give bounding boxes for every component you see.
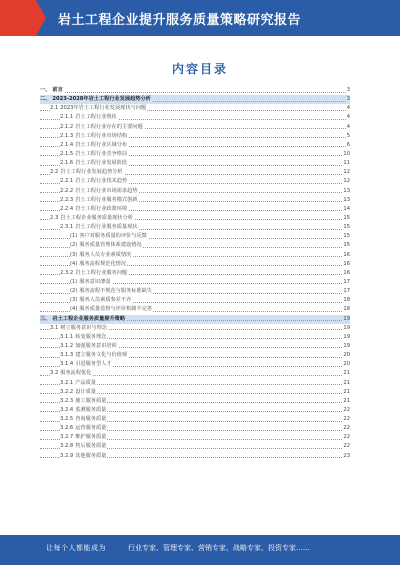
toc-entry[interactable] — [40, 388, 350, 397]
toc-entry-label — [70, 232, 148, 241]
toc-entry-page: 15 — [342, 241, 350, 250]
toc-entry-label — [60, 150, 128, 159]
toc-entry-text: 岩土工程行业现状 — [75, 114, 117, 121]
toc-entry-text: 岩土工程行业区域分布 — [75, 141, 128, 148]
toc-entry[interactable] — [40, 433, 350, 442]
toc-entry[interactable] — [40, 223, 350, 232]
toc-entry-label — [70, 260, 127, 269]
toc-entry[interactable] — [40, 104, 350, 113]
toc-entry-page: 12 — [342, 168, 350, 177]
toc-entry[interactable] — [40, 141, 350, 150]
toc-entry-label — [60, 159, 128, 168]
toc-entry[interactable] — [40, 269, 350, 278]
toc-entry-number: 3.2.4 — [60, 406, 74, 413]
toc-entry[interactable] — [40, 351, 350, 360]
toc-entry-page: 19 — [342, 342, 350, 351]
toc-entry-number: 3.2.8 — [60, 443, 74, 450]
toc-entry[interactable] — [40, 296, 350, 305]
toc-heading: 内容目录 — [171, 62, 228, 76]
toc-entry-text: 服务人员素质参差不齐 — [79, 297, 132, 304]
toc-entry-number: 2.1 — [50, 105, 59, 112]
toc-entry-label — [70, 241, 143, 250]
toc-entry-number: 2.1.6 — [60, 160, 74, 167]
toc-entry[interactable] — [40, 415, 350, 424]
toc-entry[interactable] — [40, 360, 350, 369]
toc-entry-page: 15 — [342, 232, 350, 241]
toc-entry-text: 服务流程规范化情况 — [79, 260, 127, 267]
toc-entry-text: 岩土工程行业服务模式创新 — [75, 196, 138, 203]
toc-entry-number: 3.1.1 — [60, 333, 74, 340]
toc-entry-label — [60, 379, 97, 388]
toc-entry-page: 3 — [346, 86, 350, 95]
toc-entry-number: 2.3.1 — [60, 224, 74, 231]
toc-entry[interactable] — [40, 150, 350, 159]
toc-entry-page: 21 — [342, 369, 350, 378]
toc-entry-number: 3.2.5 — [60, 416, 74, 423]
toc-entry-number: 2.3.2 — [60, 269, 74, 276]
toc-entry-text: 建立服务文化与价值观 — [75, 352, 128, 359]
toc-entry-number: 3.2.9 — [60, 452, 74, 459]
toc-entry-page: 13 — [342, 196, 350, 205]
toc-entry-text: 加强服务意识培训 — [75, 342, 117, 349]
toc-entry[interactable] — [40, 95, 350, 104]
toc-entry-number: 3.1.3 — [60, 352, 74, 359]
toc-entry[interactable] — [40, 159, 350, 168]
toc-entry[interactable] — [40, 324, 350, 333]
toc-entry-label — [60, 406, 107, 415]
toc-entry-number: (3) — [70, 297, 78, 304]
toc-entry-text: 岩土工程行业政策环境 — [75, 205, 128, 212]
footer-bar — [0, 535, 400, 565]
toc-entry[interactable] — [40, 196, 350, 205]
toc-entry-page: 22 — [342, 442, 350, 451]
toc-entry-number: 2.2.2 — [60, 187, 74, 194]
toc-entry-page: 4 — [346, 104, 350, 113]
toc-entry-text: 岩土工程行业发展阶段 — [75, 160, 128, 167]
toc-entry-text: 服务意识薄弱 — [79, 278, 111, 285]
toc-entry-number: 2.1.4 — [60, 141, 74, 148]
toc-entry-page: 5 — [346, 132, 350, 141]
toc-entry-page: 3 — [346, 95, 350, 104]
toc-entry-text: 引进服务型人才 — [75, 361, 112, 368]
toc-entry[interactable] — [40, 187, 350, 196]
toc-entry-number: 3.2.6 — [60, 425, 74, 432]
toc-entry-number: (2) — [70, 288, 78, 295]
footer-slogan: 让每个人都能成为 — [46, 544, 106, 552]
toc-entry-label — [50, 324, 108, 333]
toc-entry-page: 21 — [342, 379, 350, 388]
toc-entry-number: 二、 — [40, 96, 51, 103]
toc-entry-page: 4 — [346, 113, 350, 122]
toc-entry[interactable] — [40, 113, 350, 122]
toc-entry-page: 21 — [342, 388, 350, 397]
toc-entry-label — [60, 452, 107, 461]
toc-entry-text: 服务质量监督与评价机制不完善 — [79, 306, 152, 313]
toc-entry-number: 3.2.3 — [60, 397, 74, 404]
toc-entry[interactable] — [40, 287, 350, 296]
toc-entry[interactable] — [40, 123, 350, 132]
toc-entry-label — [40, 315, 126, 324]
toc-entry[interactable] — [40, 232, 350, 241]
brand-badge — [0, 0, 36, 36]
toc-entry-label — [60, 205, 128, 214]
toc-entry-number: 3.2.2 — [60, 388, 74, 395]
toc-entry-text: 设计质量 — [75, 388, 96, 395]
toc-entry-text: 服务流程优化 — [60, 370, 92, 377]
footer-tagline: 行业专家、管理专家、营销专家、战略专家、投资专家…… — [128, 544, 310, 552]
toc-entry-page: 22 — [342, 406, 350, 415]
toc-entry[interactable] — [40, 177, 350, 186]
toc-entry[interactable] — [40, 86, 350, 95]
toc-entry[interactable] — [40, 251, 350, 260]
toc-entry-text: 岩土工程行业市场需求趋势 — [75, 187, 138, 194]
toc-entry-label — [50, 104, 147, 113]
toc-entry-page: 6 — [346, 141, 350, 150]
toc-entry-page: 4 — [346, 123, 350, 132]
toc-entry-label — [70, 296, 132, 305]
toc-entry-label — [40, 86, 64, 95]
toc-entry-label — [60, 196, 138, 205]
toc-entry-text: 转变服务理念 — [75, 333, 107, 340]
toc-entry-label — [70, 305, 153, 314]
toc-entry-page: 20 — [342, 351, 350, 360]
toc-entry-text: 岩土工程行业竞争格局 — [75, 150, 128, 157]
toc-entry-number: 2.1.2 — [60, 123, 74, 130]
toc-entry-label — [60, 132, 128, 141]
toc-entry-label — [50, 168, 124, 177]
toc-entry[interactable] — [40, 132, 350, 141]
toc-entry-page: 17 — [342, 287, 350, 296]
toc-entry-text: 维护服务质量 — [75, 434, 107, 441]
toc-entry-text: 服务质量管理体系建设情况 — [79, 242, 142, 249]
toc-entry-number: 3.1.4 — [60, 361, 74, 368]
toc-entry-label — [60, 177, 128, 186]
toc-entry-text: 树立服务意识与理念 — [60, 324, 107, 331]
toc-entry-page: 10 — [342, 150, 350, 159]
toc-entry-number: 3.2.7 — [60, 434, 74, 441]
toc-entry-page: 20 — [342, 360, 350, 369]
toc-entry-page: 19 — [342, 315, 350, 324]
toc-entry-text: 监测服务质量 — [75, 406, 107, 413]
toc-entry-label — [60, 360, 113, 369]
toc-entry-text: 岩土工程行业服务问题 — [75, 269, 128, 276]
toc-entry[interactable] — [40, 452, 350, 461]
toc-entry-text: 岩土工程企业服务质量现状分析 — [60, 214, 133, 221]
toc-entry-number: (1) — [70, 278, 78, 285]
toc-entry-page: 22 — [342, 424, 350, 433]
toc-entry-label — [60, 415, 107, 424]
toc-entry-number: 2.1.3 — [60, 132, 74, 139]
toc-entry[interactable] — [40, 305, 350, 314]
toc-entry-label — [60, 397, 107, 406]
toc-entry-text: 前言 — [52, 87, 63, 93]
toc-entry-number: 一、 — [40, 87, 51, 93]
toc-entry-page: 16 — [342, 251, 350, 260]
toc-entry-page: 13 — [342, 187, 350, 196]
toc-entry-label — [60, 223, 138, 232]
toc-entry-number: 3.1.2 — [60, 342, 74, 349]
toc-entry-label — [60, 187, 138, 196]
toc-entry[interactable] — [40, 315, 350, 324]
toc-entry-label — [60, 351, 128, 360]
toc-entry-number: (4) — [70, 306, 78, 313]
toc-entry-text: 客户对服务质量的评价与反馈 — [79, 233, 147, 240]
toc-entry-label — [60, 123, 144, 132]
toc-entry-page: 19 — [342, 324, 350, 333]
toc-entry-number: 3.1 — [50, 324, 59, 331]
toc-entry-text: 运营服务质量 — [75, 425, 107, 432]
toc-entry-number: (3) — [70, 251, 78, 258]
toc-entry-label — [70, 287, 153, 296]
toc-entry-number: (4) — [70, 260, 78, 267]
toc-entry-label — [60, 388, 97, 397]
toc-entry-page: 21 — [342, 397, 350, 406]
toc-entry[interactable] — [40, 205, 350, 214]
toc-entry-text: 2023年岩土工程行业发展现状与问题 — [60, 105, 147, 112]
toc-entry-page: 16 — [342, 260, 350, 269]
toc-entry-page: 18 — [342, 305, 350, 314]
toc-entry[interactable] — [40, 342, 350, 351]
toc-entry-label — [60, 342, 118, 351]
toc-entry-label — [60, 113, 118, 122]
toc-entry[interactable] — [40, 260, 350, 269]
toc-entry-page: 17 — [342, 278, 350, 287]
toc-entry-text: 服务流程不规范与服务标准缺失 — [79, 288, 152, 295]
table-of-contents — [40, 86, 350, 461]
toc-entry-text: 岩土工程行业服务质量现状 — [75, 224, 138, 231]
toc-entry-text: 2023-2028年岩土工程行业发展趋势分析 — [52, 96, 151, 103]
toc-entry-label — [70, 251, 132, 260]
toc-entry[interactable] — [40, 241, 350, 250]
toc-entry-number: 3.2.1 — [60, 379, 74, 386]
toc-entry[interactable] — [40, 168, 350, 177]
toc-entry-label — [40, 95, 152, 104]
toc-entry-page: 19 — [342, 333, 350, 342]
toc-entry-page: 15 — [342, 214, 350, 223]
toc-entry-text: 产品质量 — [75, 379, 96, 386]
toc-entry-page: 18 — [342, 296, 350, 305]
toc-entry-number: 2.2.1 — [60, 178, 74, 185]
toc-entry-text: 岩土工程行业技术趋势 — [75, 178, 128, 185]
toc-entry-label — [60, 269, 128, 278]
toc-entry-page: 22 — [342, 415, 350, 424]
toc-entry-text: 服务人员专业素质情况 — [79, 251, 132, 258]
toc-entry-page: 23 — [342, 452, 350, 461]
toc-entry[interactable] — [40, 406, 350, 415]
toc-entry-text: 岩土工程行业市场结构 — [75, 132, 128, 139]
toc-entry-text: 岩土工程行业存在的主要问题 — [75, 123, 143, 130]
toc-entry-number: 2.2 — [50, 169, 59, 176]
toc-entry-number: (2) — [70, 242, 78, 249]
toc-entry[interactable] — [40, 397, 350, 406]
toc-entry-number: (1) — [70, 233, 78, 240]
toc-entry-number: 2.1.1 — [60, 114, 74, 121]
toc-entry-page: 22 — [342, 433, 350, 442]
toc-entry[interactable] — [40, 214, 350, 223]
toc-entry-number: 2.2.3 — [60, 196, 74, 203]
header-bar — [0, 0, 400, 36]
toc-entry-text: 咨询服务质量 — [75, 416, 107, 423]
toc-entry[interactable] — [40, 424, 350, 433]
toc-entry-page: 14 — [342, 205, 350, 214]
toc-entry-number: 2.1.5 — [60, 150, 74, 157]
toc-entry-label — [60, 424, 107, 433]
report-title: 岩土工程企业提升服务质量策略研究报告 — [58, 13, 302, 28]
toc-entry-text: 岩土工程企业服务质量提升策略 — [52, 315, 126, 322]
toc-entry-page: 15 — [342, 223, 350, 232]
toc-entry-text: 岩土工程行业发展趋势分析 — [60, 169, 123, 176]
toc-entry-number: 3.2 — [50, 370, 59, 377]
toc-entry-page: 12 — [342, 177, 350, 186]
toc-entry-page: 16 — [342, 269, 350, 278]
toc-entry[interactable] — [40, 442, 350, 451]
toc-entry[interactable] — [40, 278, 350, 287]
toc-entry-label — [50, 369, 92, 378]
toc-entry-page: 11 — [342, 159, 350, 168]
toc-entry-number: 2.2.4 — [60, 205, 74, 212]
toc-entry-number: 2.3 — [50, 214, 59, 221]
toc-entry-label — [70, 278, 112, 287]
toc-entry-text: 其他服务质量 — [75, 452, 107, 459]
toc-entry-label — [60, 433, 107, 442]
toc-entry[interactable] — [40, 333, 350, 342]
toc-entry-text: 施工服务质量 — [75, 397, 107, 404]
toc-entry-label — [60, 141, 128, 150]
toc-entry[interactable] — [40, 369, 350, 378]
toc-entry[interactable] — [40, 379, 350, 388]
toc-entry-text: 售后服务质量 — [75, 443, 107, 450]
leader-dots — [40, 92, 350, 93]
toc-entry-number: 三、 — [40, 315, 51, 322]
toc-entry-label — [50, 214, 134, 223]
toc-entry-label — [60, 442, 107, 451]
toc-entry-label — [60, 333, 107, 342]
